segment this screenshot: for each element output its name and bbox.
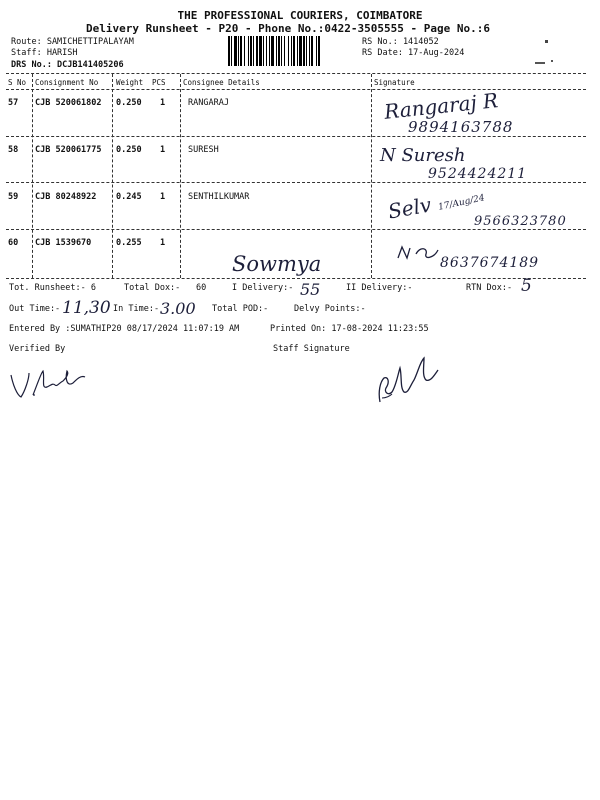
handwritten-mark bbox=[396, 244, 446, 266]
row-consignment: CJB 80248922 bbox=[35, 192, 97, 202]
column-divider bbox=[371, 74, 372, 278]
scan-speck bbox=[545, 40, 548, 43]
row-weight: 0.255 bbox=[116, 238, 142, 248]
row-consignee: RANGARAJ bbox=[188, 98, 229, 108]
col-header-pcs: PCS bbox=[152, 78, 166, 87]
row-weight: 0.250 bbox=[116, 145, 142, 155]
barcode-bar bbox=[244, 36, 245, 66]
verified-by-label: Verified By bbox=[9, 344, 66, 354]
i-delivery-handwritten: 55 bbox=[300, 280, 321, 299]
column-divider bbox=[180, 74, 181, 278]
table-rule bbox=[6, 89, 586, 90]
row-pcs: 1 bbox=[160, 98, 166, 108]
row-sno: 58 bbox=[8, 145, 19, 155]
handwritten-name: Sowmya bbox=[232, 252, 322, 276]
col-header-consignment: Consignment No bbox=[35, 78, 99, 87]
barcode-bar bbox=[240, 36, 242, 66]
handwritten-phone: 9524424211 bbox=[428, 166, 528, 182]
handwritten-name: N Suresh bbox=[380, 145, 466, 166]
col-header-weight: Weight bbox=[116, 78, 144, 87]
handwritten-name: Rangaraj R bbox=[383, 88, 500, 124]
rtn-dox-handwritten: 5 bbox=[521, 276, 532, 296]
delvy-points-label: Delvy Points:- bbox=[294, 304, 366, 314]
barcode-bar bbox=[316, 36, 317, 66]
verifier-signature bbox=[7, 365, 97, 405]
barcode-bar bbox=[271, 36, 274, 66]
col-header-sno: S No bbox=[8, 78, 27, 87]
runsheet-subtitle: Delivery Runsheet - P20 - Phone No.:0422-3505555 - Page No.:6 bbox=[86, 22, 490, 35]
handwritten-phone: 9566323780 bbox=[474, 214, 567, 229]
row-weight: 0.250 bbox=[116, 98, 142, 108]
printed-on: Printed On: 17-08-2024 11:23:55 bbox=[270, 324, 429, 334]
barcode-bar bbox=[288, 36, 289, 66]
out-time-label: Out Time:- bbox=[9, 304, 61, 314]
barcode-bar bbox=[278, 36, 280, 66]
scan-speck bbox=[535, 62, 545, 64]
company-title: THE PROFESSIONAL COURIERS, COIMBATORE bbox=[177, 9, 423, 22]
barcode-bar bbox=[293, 36, 295, 66]
barcode-bar bbox=[253, 36, 254, 66]
handwritten-date: 17/Aug/24 bbox=[437, 193, 486, 213]
staff-signature-label: Staff Signature bbox=[273, 344, 350, 354]
scan-speck bbox=[551, 60, 553, 62]
row-sno: 59 bbox=[8, 192, 19, 202]
row-pcs: 1 bbox=[160, 192, 166, 202]
row-consignment: CJB 1539670 bbox=[35, 238, 92, 248]
row-pcs: 1 bbox=[160, 145, 166, 155]
total-pod-label: Total POD:- bbox=[212, 304, 269, 314]
table-rule bbox=[6, 229, 586, 230]
barcode-bar bbox=[234, 36, 237, 66]
route-label: Route: SAMICHETTIPALAYAM bbox=[11, 37, 134, 47]
total-dox-label: Total Dox:- bbox=[124, 283, 181, 293]
barcode-bar bbox=[303, 36, 305, 66]
handwritten-phone: 9894163788 bbox=[408, 118, 514, 136]
staff-signature bbox=[374, 352, 444, 412]
staff-label: Staff: HARISH bbox=[11, 48, 78, 58]
barcode-bar bbox=[284, 36, 285, 66]
barcode-bar bbox=[269, 36, 270, 66]
barcode-bar bbox=[297, 36, 298, 66]
rs-number: RS No.: 1414052 bbox=[362, 37, 439, 47]
barcode-bar bbox=[309, 36, 310, 66]
table-rule bbox=[6, 278, 586, 279]
row-sno: 60 bbox=[8, 238, 19, 248]
barcode-bar bbox=[306, 36, 307, 66]
rtn-dox-label: RTN Dox:- bbox=[466, 283, 513, 293]
col-header-consignee: Consignee Details bbox=[183, 78, 260, 87]
column-divider bbox=[32, 74, 33, 278]
i-delivery-label: I Delivery:- bbox=[232, 283, 294, 293]
row-weight: 0.245 bbox=[116, 192, 142, 202]
barcode-bar bbox=[266, 36, 267, 66]
barcode-bar bbox=[276, 36, 277, 66]
row-consignment: CJB 520061775 bbox=[35, 145, 102, 155]
barcode-bar bbox=[248, 36, 249, 66]
handwritten-phone: 8637674189 bbox=[440, 255, 540, 271]
barcode-bar bbox=[311, 36, 313, 66]
drs-number: DRS No.: DCJB141405206 bbox=[11, 60, 124, 70]
barcode-bar bbox=[318, 36, 320, 66]
entered-by: Entered By :SUMATHIP20 08/17/2024 11:07:19 AM bbox=[9, 324, 240, 334]
table-rule bbox=[6, 182, 586, 183]
barcode-bar bbox=[238, 36, 239, 66]
col-header-signature: Signature bbox=[374, 78, 415, 87]
barcode-bar bbox=[250, 36, 252, 66]
barcode bbox=[228, 36, 354, 66]
tot-runsheet: Tot. Runsheet:- 6 bbox=[9, 283, 96, 293]
barcode-bar bbox=[281, 36, 282, 66]
table-rule bbox=[6, 136, 586, 137]
barcode-bar bbox=[291, 36, 292, 66]
in-time-handwritten: 3.00 bbox=[160, 299, 196, 318]
row-consignee: SURESH bbox=[188, 145, 219, 155]
row-pcs: 1 bbox=[160, 238, 166, 248]
ii-delivery-label: II Delivery:- bbox=[346, 283, 413, 293]
in-time-label: In Time:- bbox=[113, 304, 160, 314]
row-consignee: SENTHILKUMAR bbox=[188, 192, 250, 202]
column-divider bbox=[112, 74, 113, 278]
rs-date: RS Date: 17-Aug-2024 bbox=[362, 48, 465, 58]
out-time-handwritten: 11,30 bbox=[62, 298, 111, 318]
barcode-bar bbox=[263, 36, 264, 66]
barcode-bar bbox=[231, 36, 232, 66]
row-sno: 57 bbox=[8, 98, 19, 108]
barcode-bar bbox=[299, 36, 302, 66]
total-dox-value: 60 bbox=[196, 283, 207, 293]
barcode-bar bbox=[228, 36, 230, 66]
row-consignment: CJB 520061802 bbox=[35, 98, 102, 108]
table-rule bbox=[6, 73, 586, 74]
handwritten-name: Selv bbox=[386, 192, 433, 224]
barcode-bar bbox=[256, 36, 258, 66]
barcode-bar bbox=[259, 36, 262, 66]
